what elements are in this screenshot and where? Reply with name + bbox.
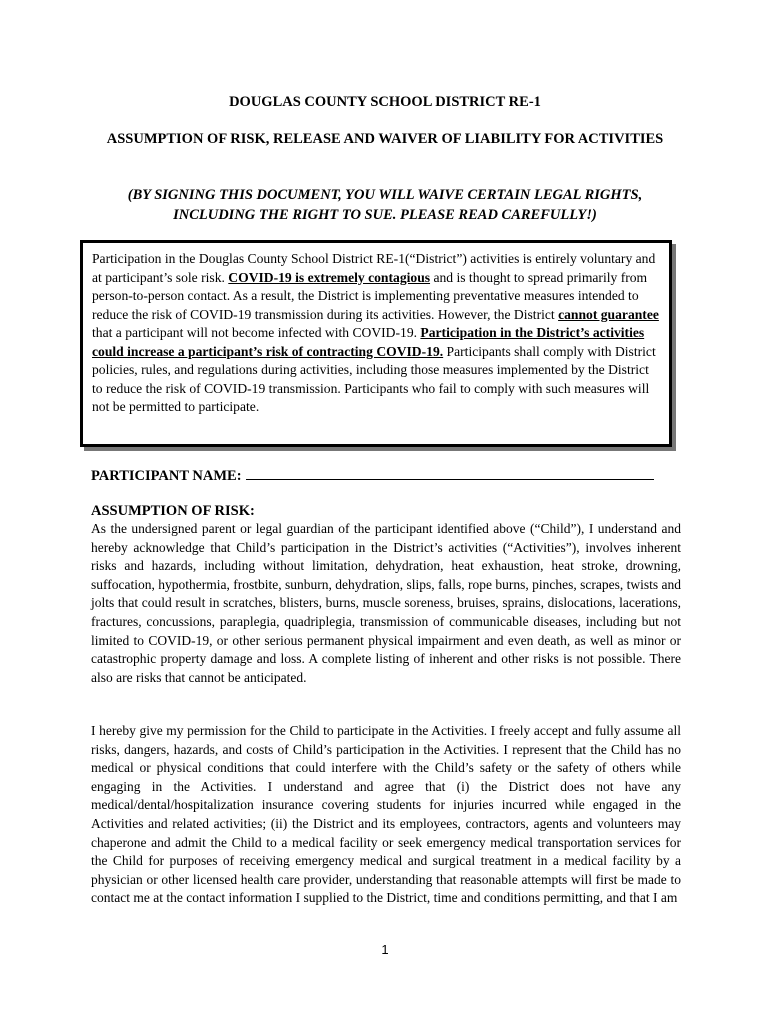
assumption-of-risk-heading: ASSUMPTION OF RISK: [91,503,255,519]
participant-name-row [91,465,654,485]
notice-text-3: that a participant will not become infected with COVID-19. [92,325,421,340]
covid-notice-box [80,240,672,447]
notice-text-2: and is thought to spread primarily from person-to-person contact. As a result, the District is implementing preventative measures intended to reduce the risk of COVID-19 transmission during its activities. However, the District [92,269,648,322]
notice-text-1: Participation in the Douglas County School District RE-1(“District”) activities is entirely voluntary and at participant’s sole risk. [92,251,656,285]
participant-name-field[interactable] [246,465,654,480]
notice-emphasis-increased-risk: Participation in the District’s activities could increase a participant’s risk of contracting COVID-19. [92,325,645,359]
district-title: DOUGLAS COUNTY SCHOOL DISTRICT RE-1 [229,94,541,110]
notice-text-4: Participants shall comply with District policies, rules, and regulations during activities, including those measures implemented by the District to reduce the risk of COVID-19 transmission. Participants who fail to comply with such measures will not be permitted to participate. [92,343,656,414]
page-number: 1 [381,942,389,957]
legal-warning [0,185,770,225]
notice-emphasis-no-guarantee: cannot guarantee [558,306,659,322]
legal-warning-line-1: (BY SIGNING THIS DOCUMENT, YOU WILL WAIVE CERTAIN LEGAL RIGHTS, [127,187,643,203]
form-title: ASSUMPTION OF RISK, RELEASE AND WAIVER OF LIABILITY FOR ACTIVITIES [106,131,664,147]
participant-name-label: PARTICIPANT NAME: [91,468,242,484]
legal-warning-line-2: INCLUDING THE RIGHT TO SUE. PLEASE READ CAREFULLY!) [173,207,597,223]
assumption-paragraph-1: As the undersigned parent or legal guardian of the participant identified above (“Child”), I understand and hereby acknowledge that Child’s participation in the District’s activities (“Activities”), involves inherent risks and hazards, including without limitation, dehydration, heat exhaustion, heat stroke, drowning, suffocation, hypothermia, frostbite, sunburn, dehydration, slips, falls, rope burns, pinches, scrapes, twists and jolts that could result in scratches, blisters, burns, muscle soreness, bruises, sprains, dislocations, lacerations, fractures, concussions, paraplegia, quadriplegia, transmission of communicable diseases, including but not limited to COVID-19, or other serious permanent physical impairment and even death, as well as minor or catastrophic property damage and loss. A complete listing of inherent and other risks is not possible. There also are risks that cannot be anticipated. [91,521,681,685]
notice-emphasis-contagious: COVID-19 is extremely contagious [228,269,431,285]
assumption-paragraph-2: I hereby give my permission for the Child to participate in the Activities. I freely accept and fully assume all risks, dangers, hazards, and costs of Child’s participation in the Activities. I represent that the Child has no medical or physical conditions that could interfere with the Child’s safety or the safety of others while engaging in the Activities. I understand and agree that (i) the District does not have any medical/dental/hospitalization insurance covering students for injuries incurred while engaged in the Activities and related activities; (ii) the District and its employees, contractors, agents and volunteers may chaperone and admit the Child to a medical facility or seek emergency medical transportation services for the Child for purposes of receiving emergency medical and surgical treatment in a medical facility by a physician or other licensed health care provider, understanding that reasonable attempts will first be made to contact me at the contact information I supplied to the District, time and conditions permitting, and that I am [91,723,681,906]
